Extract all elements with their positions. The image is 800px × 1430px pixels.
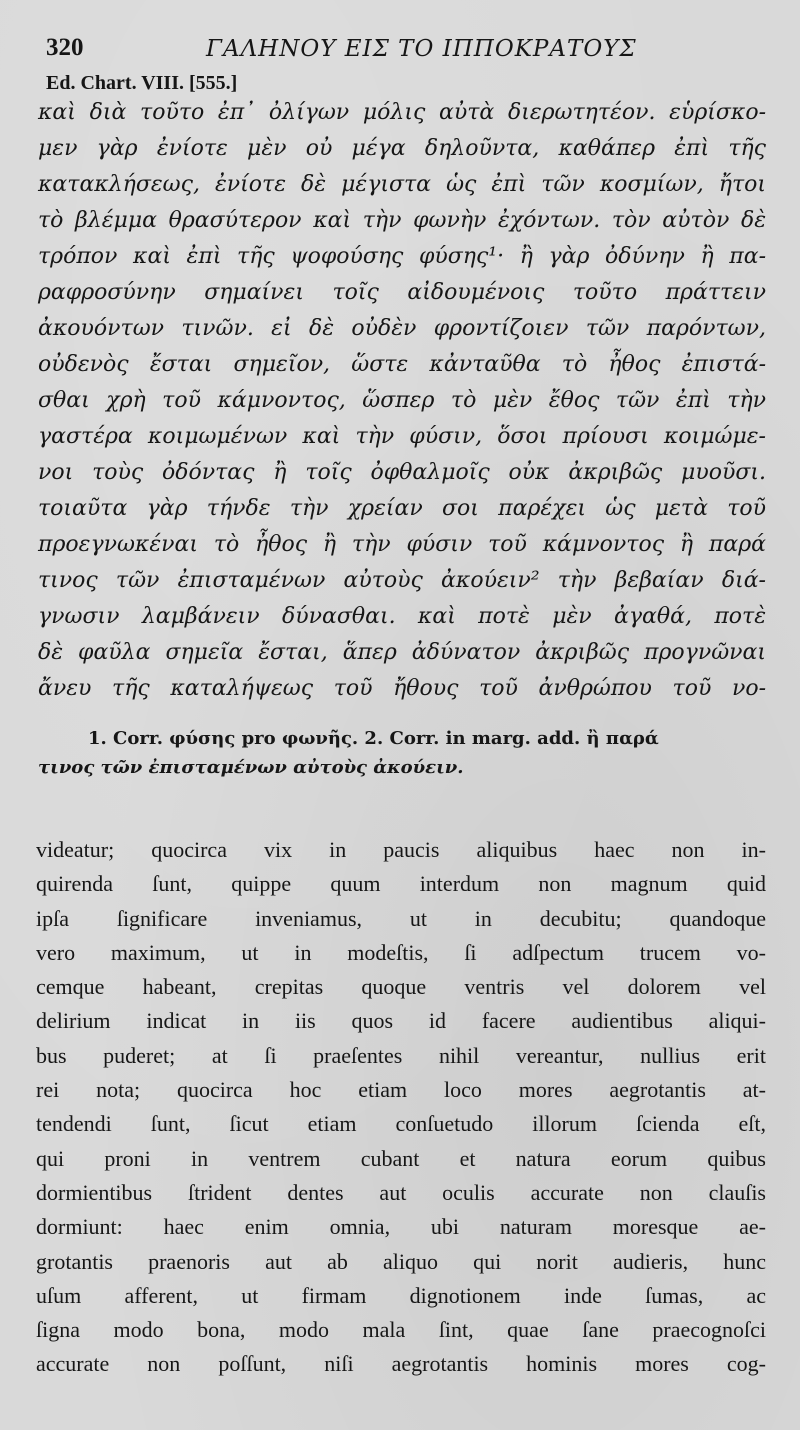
greek-line: γαστέρα κοιμωμένων καὶ τὴν φύσιν, ὅσοι πρίουσι κοιμώμε- [38, 424, 766, 449]
latin-line: dormientibus ſtrident dentes aut oculis accurate non clauſis [36, 1179, 766, 1205]
greek-line: ραφροσύνην σημαίνει τοῖς αἰδουμένοις τοῦτο πράττειν [38, 280, 766, 305]
latin-line: quirenda ſunt, quippe quum interdum non magnum quid [36, 871, 766, 897]
edition-reference: Ed. Chart. VIII. [555.] [46, 72, 238, 94]
latin-line: dormiunt: haec enim omnia, ubi naturam moresque ae- [36, 1214, 766, 1240]
latin-line: rei nota; quocirca hoc etiam loco mores aegrotantis at- [36, 1077, 766, 1103]
page-number: 320 [46, 34, 84, 61]
latin-text-block [36, 833, 766, 1382]
greek-line: ἄνευ τῆς καταλήψεως τοῦ ἤθους τοῦ ἀνθρώπου τοῦ νο- [38, 676, 766, 701]
greek-line: δὲ φαῦλα σημεῖα ἔσται, ἅπερ ἀδύνατον ἀκριβῶς προγνῶναι [38, 640, 766, 665]
latin-line: bus puderet; at ſi praeſentes nihil vereantur, nullius erit [36, 1042, 766, 1068]
latin-line: ipſa ſignificare inveniamus, ut in decubitu; quandoque [36, 905, 766, 931]
footnotes [38, 724, 766, 782]
greek-text-block [38, 95, 766, 707]
greek-line: καὶ διὰ τοῦτο ἐπ᾽ ὀλίγων μόλις αὐτὰ διερωτητέον. εὑρίσκο- [38, 100, 766, 125]
greek-line: γνωσιν λαμβάνειν δύνασθαι. καὶ ποτὲ μὲν ἀγαθά, ποτὲ [38, 604, 766, 629]
latin-line: qui proni in ventrem cubant et natura eorum quibus [36, 1145, 766, 1171]
footnote-line: τινος τῶν ἐπισταμένων αὐτοὺς ἀκούειν. [38, 757, 464, 778]
greek-line: τινος τῶν ἐπισταμένων αὐτοὺς ἀκούειν² τὴν βεβαίαν διά- [38, 568, 766, 593]
latin-line: delirium indicat in iis quos id facere audientibus aliqui- [36, 1008, 766, 1034]
latin-line: tendendi ſunt, ſicut etiam conſuetudo illorum ſcienda eſt, [36, 1111, 766, 1137]
page-header [46, 30, 766, 66]
footnote-line: 1. Corr. φύσης pro φωνῆς. 2. Corr. in marg. add. ἢ παρά [88, 728, 659, 749]
latin-line: videatur; quocirca vix in paucis aliquibus haec non in- [36, 837, 766, 862]
greek-line: ἀκουόντων τινῶν. εἰ δὲ οὐδὲν φροντίζοιεν τῶν παρόντων, [38, 316, 766, 341]
latin-line: accurate non poſſunt, niſi aegrotantis hominis mores cog- [36, 1351, 766, 1377]
greek-line: προεγνωκέναι τὸ ἦθος ἢ τὴν φύσιν τοῦ κάμνοντος ἢ παρά [38, 532, 766, 557]
greek-line: οὐδενὸς ἔσται σημεῖον, ὥστε κἀνταῦθα τὸ ἦθος ἐπιστά- [38, 352, 766, 377]
latin-line: uſum afferent, ut firmam dignotionem inde ſumas, ac [36, 1282, 766, 1308]
greek-line: μεν γὰρ ἐνίοτε μὲν οὐ μέγα δηλοῦντα, καθάπερ ἐπὶ τῆς [38, 136, 766, 161]
latin-line: grotantis praenoris aut ab aliquo qui norit audieris, hunc [36, 1248, 766, 1274]
greek-line: κατακλήσεως, ἐνίοτε δὲ μέγιστα ὡς ἐπὶ τῶν κοσμίων, ἤτοι [38, 172, 766, 197]
latin-line: cemque habeant, crepitas quoque ventris vel dolorem vel [36, 974, 766, 1000]
greek-line: σθαι χρὴ τοῦ κάμνοντος, ὥσπερ τὸ μὲν ἔθος τῶν ἐπὶ τὴν [38, 388, 766, 413]
latin-line: vero maximum, ut in modeſtis, ſi adſpectum trucem vo- [36, 939, 766, 965]
greek-line: τρόπον καὶ ἐπὶ τῆς ψοφούσης φύσης¹· ἢ γὰρ ὀδύνην ἢ πα- [38, 244, 766, 269]
greek-line: νοι τοὺς ὀδόντας ἢ τοῖς ὀφθαλμοῖς οὐκ ἀκριβῶς μυοῦσι. [38, 460, 766, 485]
latin-line: ſigna modo bona, modo mala ſint, quae ſane praecognoſci [36, 1317, 766, 1343]
running-head: ΓΑΛΗΝΟΥ ΕΙΣ ΤΟ ΙΠΠΟΚΡΑΤΟΥΣ [206, 36, 637, 62]
greek-line: τοιαῦτα γὰρ τήνδε τὴν χρείαν σοι παρέχει ὡς μετὰ τοῦ [38, 496, 766, 521]
greek-line: τὸ βλέμμα θρασύτερον καὶ τὴν φωνὴν ἐχόντων. τὸν αὐτὸν δὲ [38, 208, 766, 233]
